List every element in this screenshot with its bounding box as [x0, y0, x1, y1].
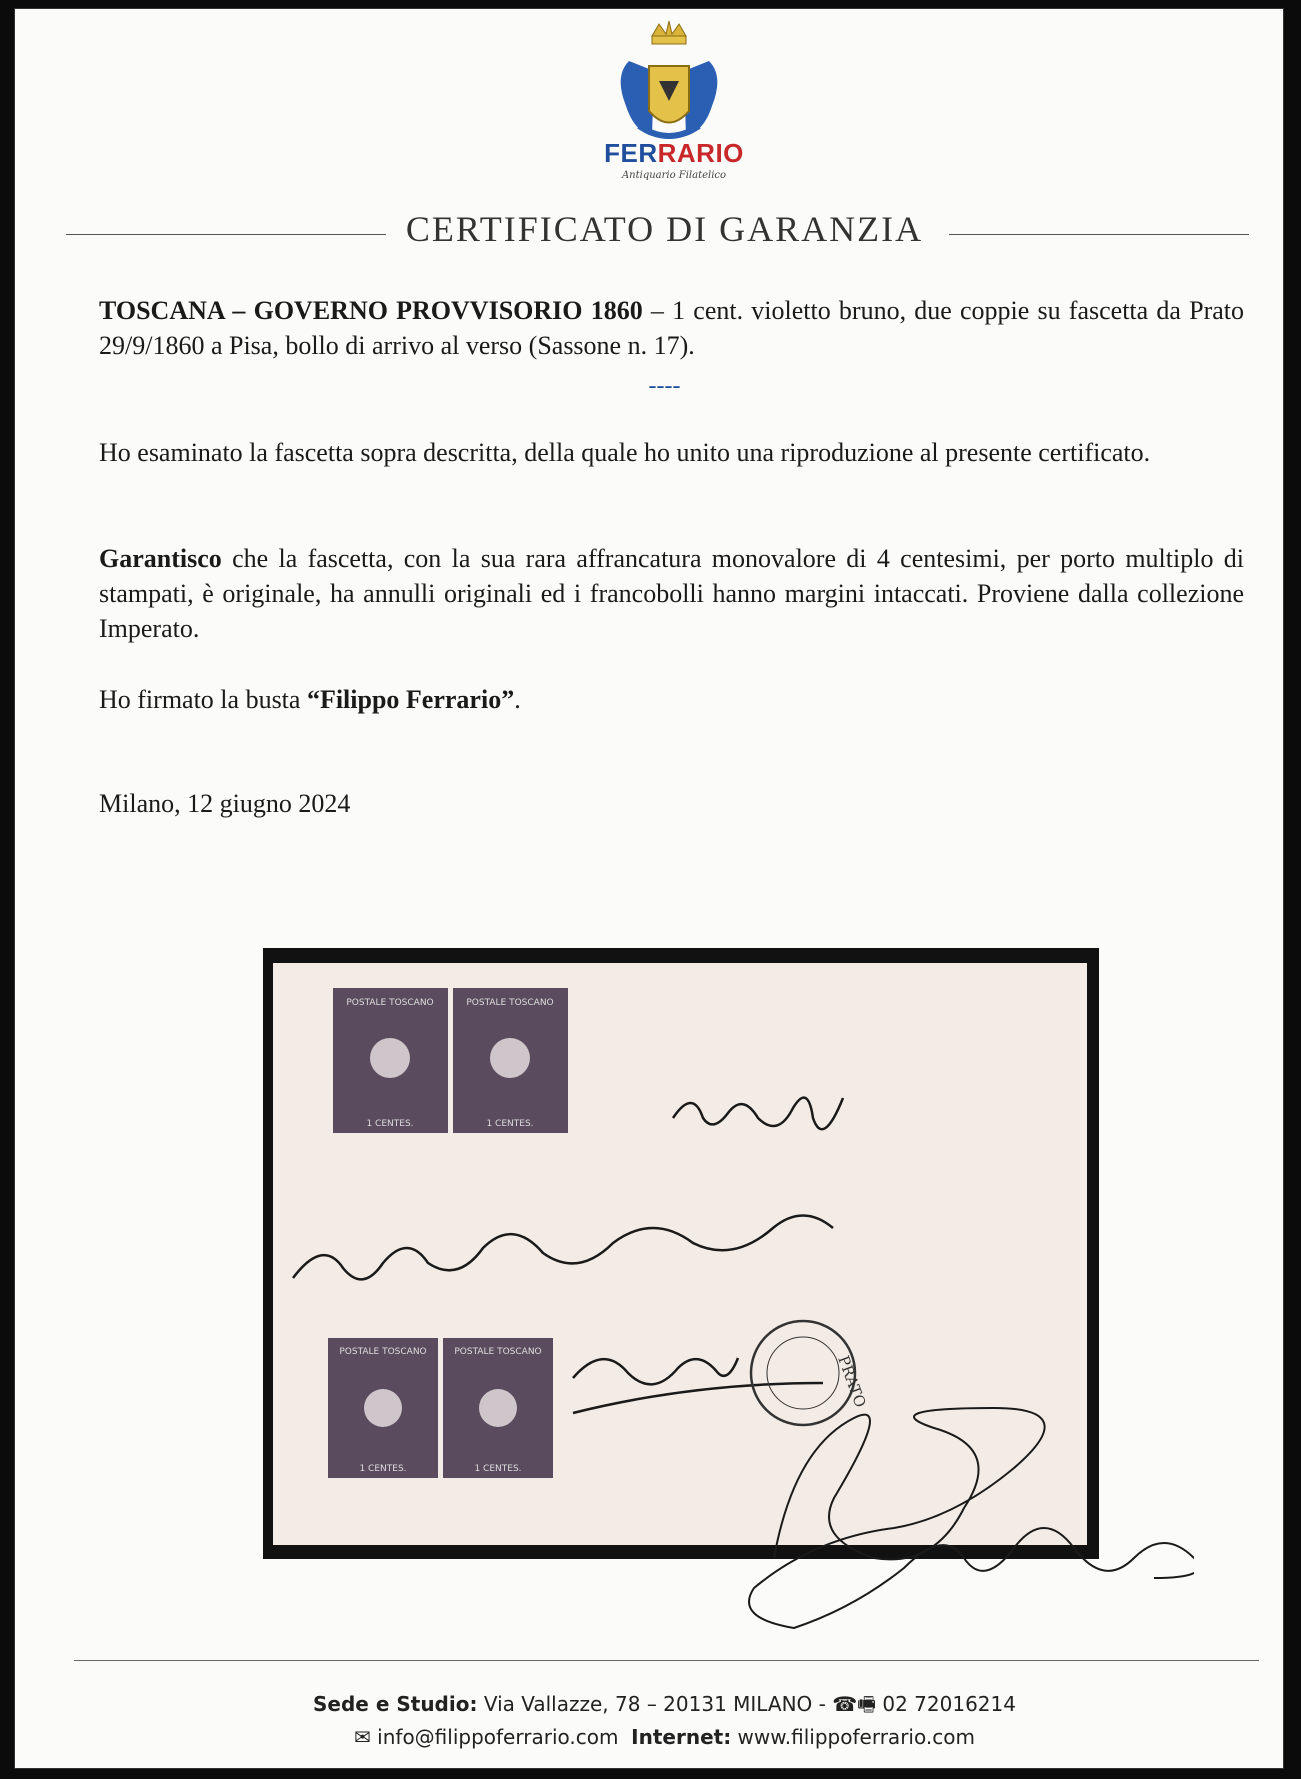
svg-text:POSTALE TOSCANO: POSTALE TOSCANO — [346, 998, 434, 1008]
footer-rule — [74, 1660, 1259, 1661]
svg-text:1 CENTES.: 1 CENTES. — [359, 1464, 407, 1474]
guarantee-paragraph: Garantisco che la fascetta, con la sua rara affrancatura monovalore di 4 centesimi, per porto multiplo di stampati, è originale, ha annulli originali ed i francobolli hanno margini intaccati. Proviene dalla collezione Imperato. — [99, 544, 1244, 643]
certificate-sheet — [14, 8, 1284, 1769]
footer-contact: ✉ info@filippoferrario.com Internet: www.filippoferrario.com — [354, 1725, 975, 1749]
stamp-pair-bottom — [328, 1338, 553, 1478]
svg-text:POSTALE TOSCANO: POSTALE TOSCANO — [466, 998, 554, 1008]
brand-name: FERRARIO — [604, 138, 744, 168]
title-rule-right — [949, 234, 1249, 235]
svg-text:POSTALE TOSCANO: POSTALE TOSCANO — [339, 1347, 427, 1357]
brand-tagline: Antiquario Filatelico — [621, 170, 727, 181]
footer-website[interactable]: www.filippoferrario.com — [731, 1725, 975, 1749]
svg-text:1 CENTES.: 1 CENTES. — [366, 1119, 414, 1129]
ferrario-signature — [634, 1388, 1194, 1658]
section-separator: ---- — [648, 373, 681, 399]
signature-paragraph: Ho firmato la busta “Filippo Ferrario”. — [99, 685, 521, 714]
examination-paragraph: Ho esaminato la fascetta sopra descritta, della quale ho unito una riproduzione al presente certificato. — [99, 438, 1151, 467]
footer-email[interactable]: info@filippoferrario.com — [377, 1725, 619, 1749]
envelope-icon: ✉ — [354, 1725, 371, 1749]
stamp-pair-top — [333, 988, 568, 1133]
svg-text:POSTALE TOSCANO: POSTALE TOSCANO — [454, 1347, 542, 1357]
footer-address: Sede e Studio: Via Vallazze, 78 – 20131 MILANO - ☎🖷 02 72016214 — [313, 1692, 1016, 1716]
place-date: Milano, 12 giugno 2024 — [99, 789, 351, 818]
svg-text:PRATO: PRATO — [834, 1353, 870, 1410]
svg-text:1 CENTES.: 1 CENTES. — [486, 1119, 534, 1129]
svg-text:1 CENTES.: 1 CENTES. — [474, 1464, 522, 1474]
certificate-title: CERTIFICATO DI GARANZIA — [405, 209, 924, 249]
stamp-description: TOSCANA – GOVERNO PROVVISORIO 1860 – 1 cent. violetto bruno, due coppie su fascetta da Prato 29/9/1860 a Pisa, bollo di arrivo al verso (Sassone n. 17). — [99, 296, 1244, 360]
